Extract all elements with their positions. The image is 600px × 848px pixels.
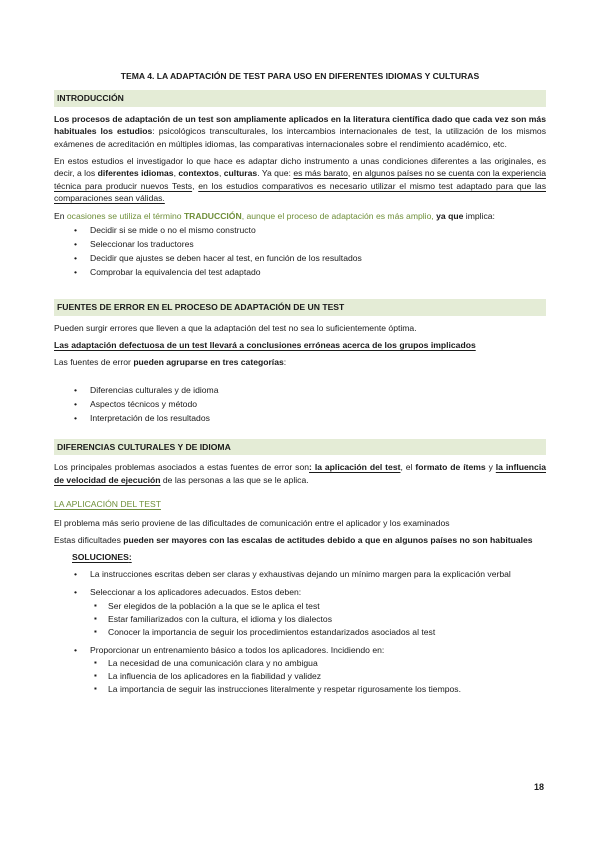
list-item: • Decidir que ajustes se deben hacer al test, en función de los resultados	[54, 252, 546, 264]
errors-paragraph-3	[54, 356, 546, 368]
intro-p3-text: implica:	[463, 210, 495, 221]
solution-3-sublist	[54, 657, 546, 695]
implies-list	[54, 224, 546, 278]
intro-paragraph-1	[54, 113, 546, 150]
solution-2: Seleccionar a los aplicadores adecuados. Estos deben:	[90, 587, 302, 598]
section-heading-introduccion: INTRODUCCIÓN	[54, 90, 546, 106]
intro-paragraph-3	[54, 210, 546, 222]
solutions-label-colon: :	[128, 552, 132, 563]
list-item	[54, 586, 546, 638]
errors-p3-bold: pueden agruparse en tres categorías	[133, 357, 284, 368]
errors-paragraph-1: Pueden surgir errores que lleven a que la adaptación del test no sea lo suficientemente óptima.	[54, 322, 417, 333]
application-paragraph-2	[54, 534, 546, 546]
errors-p3-text: Las fuentes de error	[54, 357, 134, 368]
list-item	[54, 644, 546, 696]
cultural-p1-text: de las personas a las que se le aplica.	[160, 474, 309, 485]
document-title: TEMA 4. LA ADAPTACIÓN DE TEST PARA USO EN DIFERENTES IDIOMAS Y CULTURAS	[120, 71, 480, 81]
intro-p3-bold: ya que	[433, 210, 464, 221]
solutions-label	[72, 551, 546, 563]
page-content	[54, 70, 546, 701]
intro-p2-text: En estos estudios el investigador lo que hace es adaptar dicho instrumento a unas condiciones diferentes a las originales, es decir, a los	[54, 156, 546, 179]
intro-p2-idiomas: diferentes idiomas	[97, 168, 174, 179]
application-p2-bold: pueden ser mayores con las escalas de actitudes debido a que en algunos países no son habituales	[123, 535, 533, 546]
solution-1: La instrucciones escritas deben ser claras y exhaustivas dejando un mínimo margen para la explicación verbal	[90, 568, 511, 579]
intro-p3-text: En	[54, 210, 67, 221]
intro-paragraph-2	[54, 155, 546, 205]
errors-p3-text: :	[283, 357, 287, 368]
intro-p2-reason-3: en los estudios comparativos es necesario utilizar el mismo test adaptado para que las comparaciones sean válidas.	[54, 180, 546, 204]
list-item: • Aspectos técnicos y método	[54, 398, 546, 410]
application-paragraph-1: El problema más serio proviene de las dificultades de comunicación entre el aplicador y los examinados	[54, 517, 450, 528]
cultural-p1-velocidad: la influencia de velocidad de ejecución	[54, 462, 546, 485]
list-item	[54, 568, 546, 580]
solutions-label-text: SOLUCIONES	[72, 552, 129, 563]
cultural-p1-aplicacion: : la aplicación del test	[309, 462, 401, 473]
errors-paragraph-2	[54, 339, 546, 351]
solutions-list	[54, 568, 546, 696]
intro-p2-sep: ,	[173, 168, 179, 179]
solution-2-sublist	[54, 600, 546, 638]
intro-p3-green: ocasiones se utiliza el término	[66, 210, 184, 221]
list-item: • Comprobar la equivalencia del test adaptado	[54, 266, 546, 278]
list-item: • Interpretación de los resultados	[54, 412, 546, 424]
cultural-paragraph-1	[54, 461, 546, 486]
intro-p3-green: , aunque el proceso de adaptación es más amplio,	[241, 210, 434, 221]
section-heading-fuentes-error: FUENTES DE ERROR EN EL PROCESO DE ADAPTACIÓN DE UN TEST	[54, 299, 546, 315]
intro-p2-sep: ,	[347, 168, 353, 179]
intro-p1-rest: : psicológicos transculturales, los intercambios internacionales de test, la utilización de los mismos exámenes de acreditación en múltiples idiomas, las comparativas internacionales sobre el rendimiento académico, etc.	[54, 126, 546, 149]
section-heading-diferencias-culturales: DIFERENCIAS CULTURALES Y DE IDIOMA	[54, 439, 546, 455]
list-item: • Decidir si se mide o no el mismo constructo	[54, 224, 546, 236]
list-item: ▪ La importancia de seguir las instrucciones literalmente y respetar rigurosamente los tiempos.	[54, 683, 546, 695]
page-number: 18	[533, 782, 544, 792]
solution-3: Proporcionar un entrenamiento básico a todos los aplicadores. Incidiendo en:	[90, 644, 385, 655]
list-item: • Diferencias culturales y de idioma	[54, 384, 546, 396]
intro-p2-contextos: contextos	[178, 168, 219, 179]
cultural-p1-text: , el	[400, 462, 416, 473]
cultural-p1-text: Los principales problemas asociados a estas fuentes de error son	[54, 462, 310, 473]
intro-p3-traduccion: TRADUCCIÓN	[183, 210, 242, 221]
cultural-p1-formato: formato de ítems	[415, 462, 486, 473]
list-item: • Seleccionar los traductores	[54, 238, 546, 250]
intro-p2-reason-1: es más barato	[293, 168, 348, 179]
cultural-p1-text: y	[485, 462, 496, 473]
errors-p2-underlined: Las adaptación defectuosa de un test llevará a conclusiones erróneas acerca de los grupos implicados	[54, 340, 476, 350]
intro-p2-sep: ,	[192, 180, 199, 191]
intro-p2-reason-2: en algunos países no se cuenta con la experiencia técnica para producir nuevos Tests	[54, 168, 546, 191]
error-categories-list	[54, 384, 546, 424]
list-item: ▪ Conocer la importancia de seguir los procedimientos estandarizados asociados al test	[54, 626, 546, 638]
intro-p2-culturas: culturas	[223, 168, 258, 179]
list-item: ▪ Estar familiarizados con la cultura, el idioma y los dialectos	[54, 613, 546, 625]
intro-p1-bold: Los procesos de adaptación de un test son ampliamente aplicados en la literatura científica dado que cada vez son más habituales los estudios	[54, 113, 546, 137]
intro-p2-sep: ,	[218, 168, 224, 179]
application-p2-text: Estas dificultades	[54, 535, 124, 546]
list-item: ▪ Ser elegidos de la población a la que se le aplica el test	[54, 600, 546, 612]
subheading-aplicacion-test: LA APLICACIÓN DEL TEST	[54, 499, 161, 510]
list-item: ▪ La necesidad de una comunicación clara y no ambigua	[54, 657, 546, 669]
list-item: ▪ La influencia de los aplicadores en la fiabilidad y validez	[54, 670, 546, 682]
intro-p2-text: . Ya que:	[257, 168, 294, 179]
